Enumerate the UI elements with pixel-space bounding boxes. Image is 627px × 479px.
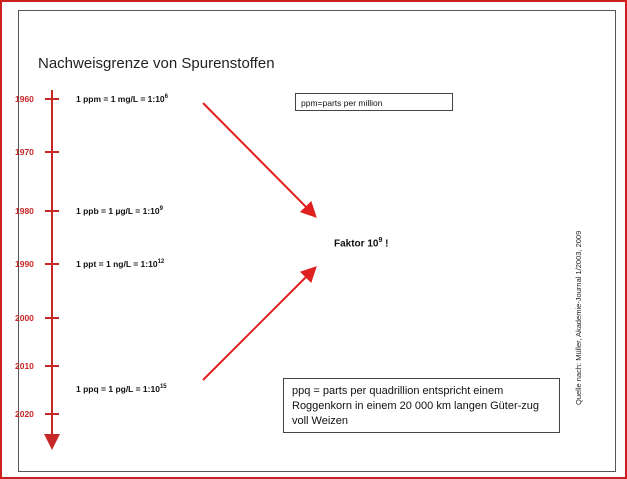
year-label-1970: 1970 <box>15 147 34 157</box>
year-label-1960: 1960 <box>15 94 34 104</box>
year-label-2010: 2010 <box>15 361 34 371</box>
ppm-note-box: ppm=parts per million <box>295 93 453 111</box>
unit-ppb: 1 ppb = 1 $\mu g/L = 1:10^9$ <box>76 206 163 216</box>
arrow-ppm-to-faktor <box>203 103 314 215</box>
ppq-note-box: ppq = parts per quadrillion entspricht einem Roggenkorn in einem 20 000 km langen Güter-zug voll Weizen <box>283 378 560 433</box>
unit-ppt: 1 ppt = 1 $ng/L = 1:10^{12}$ <box>76 259 165 269</box>
faktor-label: Faktor $10^9$ ! <box>334 237 389 250</box>
unit-ppq: 1 ppq = 1 $pg/L = 1:10^{15}$ <box>76 384 167 394</box>
arrow-ppq-to-faktor <box>203 269 314 380</box>
unit-ppm: 1 ppm = 1 $mg/L = 1:10^6$ <box>76 94 169 104</box>
year-label-2000: 2000 <box>15 313 34 323</box>
year-label-2020: 2020 <box>15 409 34 419</box>
year-label-1990: 1990 <box>15 259 34 269</box>
page-title: Nachweisgrenze von Spurenstoffen <box>38 55 275 72</box>
year-label-1980: 1980 <box>15 206 34 216</box>
source-citation: Quelle nach: Müller, Akademie-Journal 1/2003, 2009 <box>574 230 583 405</box>
